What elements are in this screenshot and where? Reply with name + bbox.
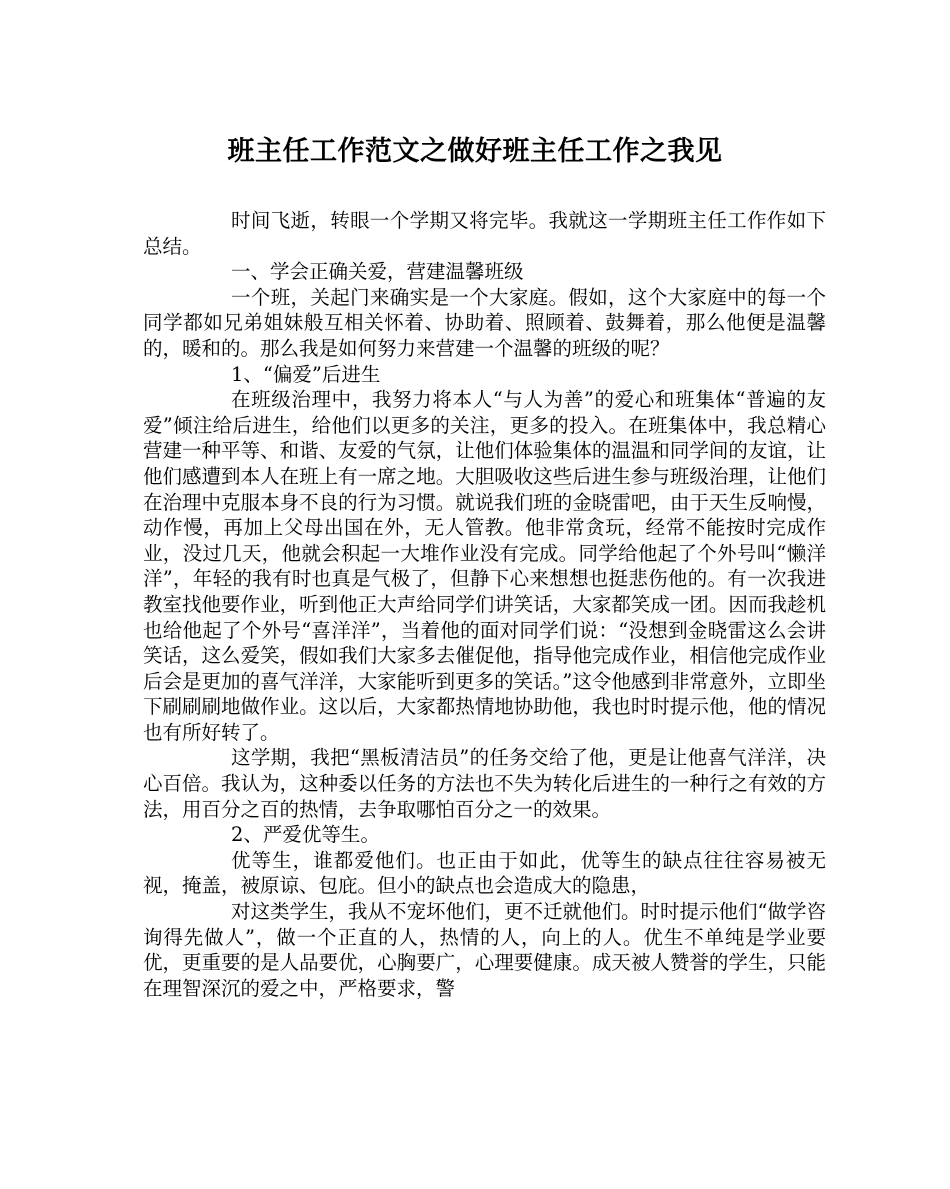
subheading-2: 2、严爱优等生。: [231, 823, 380, 847]
paragraph-underachievers: 在班级治理中，我努力将本人“与人为善”的爱心和班集体“普遍的友爱”倾注给后进生，给他们以更多的关注，更多的投入。在班集体中，我总精心营建一种平等、和谐、友爱的气氛，让他们体验集体的温温和同学间的友谊，让他们感遭到本人在班上有一席之地。大胆吸收这些后进生参与班级治理，让他们在治理中克服本身不良的行为习惯。就说我们班的金晓雷吧，由于天生反响慢，动作慢，再加上父母出国在外，无人管教。他非常贪玩，经常不能按时完成作业，没过几天，他就会积起一大堆作业没有完成。同学给他起了个外号叫“懒洋洋”，年轻的我有时也真是气极了，但静下心来想想也挺悲伤他的。有一次我进教室找他要作业，听到他正大声给同学们讲笑话，大家都笑成一团。因而我趁机也给他起了个外号“喜洋洋”，当着他的面对同学们说：“没想到金晓雷这么会讲笑话，这么爱笑，假如我们大家多去催促他，指导他完成作业，相信他完成作业后会是更加的喜气洋洋，大家能听到更多的笑话。”这令他感到非常意外，立即坐下刷刷刷地做作业。这以后，大家都热情地协助他，我也时时提示他，他的情况也有所好转了。: [143, 388, 826, 744]
paragraph-intro: 时间飞逝，转眼一个学期又将完毕。我就这一学期班主任工作作如下总结。: [143, 209, 826, 258]
document-body: [143, 208, 826, 1001]
paragraph-top-students: 优等生，谁都爱他们。也正由于如此，优等生的缺点往往容易被无视，掩盖，被原谅、包庇。但小的缺点也会造成大的隐患，: [143, 848, 826, 898]
document-title: 班主任工作范文之做好班主任工作之我见: [227, 136, 723, 167]
paragraph-strict-love: 对这类学生，我从不宠坏他们，更不迁就他们。时时提示他们“做学咨询得先做人”，做一个正直的人，热情的人，向上的人。优生不单纯是学业要优，更重要的是人品要优，心胸要广，心理要健康。成天被人赞誉的学生，只能在理智深沉的爱之中，严格要求，警: [143, 900, 826, 1000]
section-heading-1: 一、学会正确关爱，营建温馨班级: [231, 260, 524, 284]
paragraph-class-family: 一个班，关起门来确实是一个大家庭。假如，这个大家庭中的每一个同学都如兄弟姐妹般互相关怀着、协助着、照顾着、鼓舞着，那么他便是温馨的，暖和的。那么我是如何努力来营建一个温馨的班级的呢？: [143, 285, 826, 360]
subheading-1: 1、“偏爱”后进生: [231, 362, 381, 386]
paragraph-blackboard-duty: 这学期，我把“黑板清洁员”的任务交给了他，更是让他喜气洋洋，决心百倍。我认为，这种委以任务的方法也不失为转化后进生的一种行之有效的方法，用百分之百的热情，去争取哪怕百分之一的效果。: [143, 746, 826, 821]
